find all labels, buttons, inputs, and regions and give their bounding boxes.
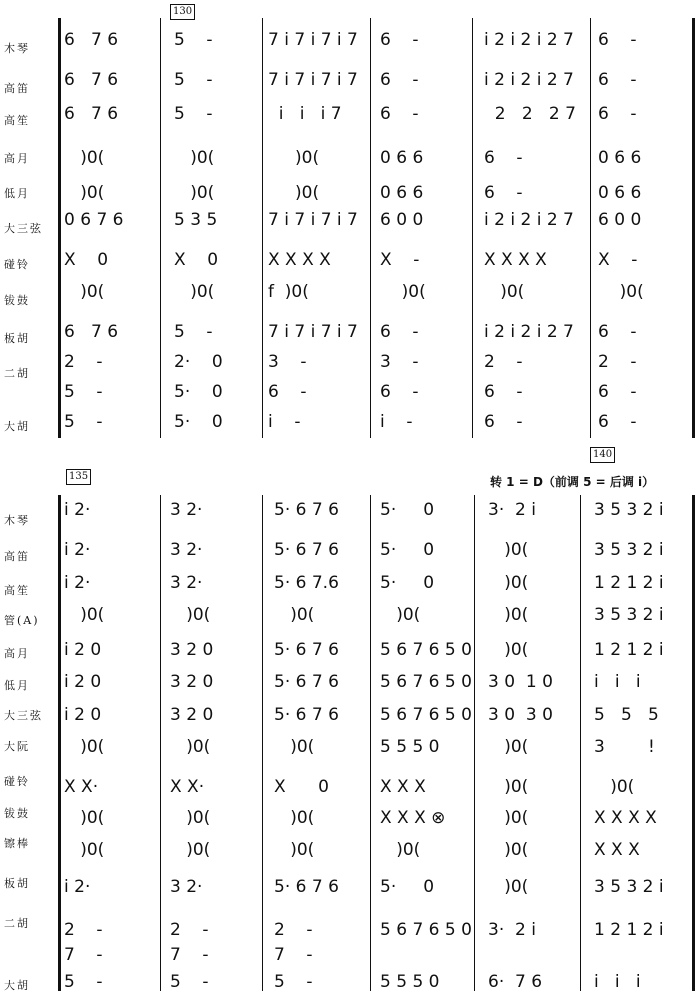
instrument-label: 高笛 — [4, 550, 30, 563]
measure-cell: 2· 0 — [174, 352, 223, 372]
instrument-label: 高月 — [4, 647, 30, 660]
measure-cell: 1 2 1 2 i — [594, 920, 664, 940]
measure-cell: 5· 0 — [380, 500, 435, 520]
measure-cell: X X X — [594, 840, 640, 860]
instrument-label: 木琴 — [4, 42, 30, 55]
measure-cell: 7 i 7 i 7 i 7 — [268, 70, 358, 90]
measure-cell: 3· 2 i — [488, 500, 536, 520]
measure-cell: )0( — [64, 148, 105, 168]
measure-cell: 3 5 3 2 i — [594, 500, 664, 520]
measure-cell: )0( — [174, 183, 215, 203]
measure-cell: 3 5 3 2 i — [594, 605, 664, 625]
system-1 — [0, 0, 700, 440]
measure-cell: 6 - — [484, 412, 523, 432]
measure-cell: 6 - — [484, 382, 523, 402]
measure-cell: 3 - — [268, 352, 307, 372]
instrument-label: 钹鼓 — [4, 807, 30, 820]
barline — [262, 18, 263, 438]
measure-cell: )0( — [488, 573, 529, 593]
instrument-label: 大三弦 — [4, 222, 43, 235]
measure-cell: 6 - — [598, 104, 637, 124]
measure-cell: 6 7 6 — [64, 104, 119, 124]
measure-cell: i 2· — [64, 573, 91, 593]
measure-cell: 5· 0 — [380, 540, 435, 560]
measure-cell: X X X ⊗ — [380, 808, 446, 828]
measure-cell: )0( — [64, 605, 105, 625]
measure-cell: 6 - — [268, 382, 307, 402]
measure-cell: )0( — [380, 605, 421, 625]
measure-cell: )0( — [170, 840, 211, 860]
measure-cell: X 0 — [274, 777, 329, 797]
measure-cell: 2 - — [64, 920, 103, 940]
measure-cell: 3 2· — [170, 500, 203, 520]
measure-cell: 7 - — [64, 945, 103, 965]
measure-cell: 6 - — [380, 382, 419, 402]
measure-cell: 6 - — [380, 70, 419, 90]
measure-cell: 2 2 2 7 — [484, 104, 576, 124]
measure-cell: i - — [268, 412, 301, 432]
measure-cell: 5 6 7 6 5 0 — [380, 705, 472, 725]
measure-cell: 6 7 6 — [64, 30, 119, 50]
measure-cell: 6 - — [598, 412, 637, 432]
measure-cell: )0( — [170, 605, 211, 625]
measure-cell: 2 - — [64, 352, 103, 372]
measure-cell: 5 6 7 6 5 0 — [380, 672, 472, 692]
measure-cell: i 2 0 — [64, 640, 102, 660]
measure-cell: 5 - — [64, 382, 103, 402]
measure-cell: )0( — [174, 148, 215, 168]
measure-cell: 5 - — [174, 104, 213, 124]
measure-cell: 5 5 5 0 — [380, 737, 440, 757]
measure-cell: 5 6 7 6 5 0 — [380, 920, 472, 940]
measure-cell: )0( — [274, 808, 315, 828]
measure-cell: )0( — [594, 777, 635, 797]
measure-cell: 5 6 7 6 5 0 — [380, 640, 472, 660]
measure-cell: 6· 7 6 — [488, 972, 543, 992]
measure-cell: 6 0 0 — [598, 210, 642, 230]
system-2 — [0, 445, 700, 991]
measure-cell: 7 - — [170, 945, 209, 965]
measure-cell: 2 - — [274, 920, 313, 940]
measure-cell: i 2· — [64, 877, 91, 897]
barline — [58, 495, 61, 991]
instrument-label: 二胡 — [4, 367, 30, 380]
measure-cell: 3 2 0 — [170, 705, 214, 725]
instrument-label: 大胡 — [4, 420, 30, 433]
instrument-label: 二胡 — [4, 917, 30, 930]
measure-cell: 5· 0 — [174, 382, 223, 402]
measure-cell: )0( — [488, 877, 529, 897]
measure-cell: )0( — [484, 282, 525, 302]
measure-cell: 5· 6 7 6 — [274, 672, 339, 692]
measure-cell: i 2 i 2 i 2 7 — [484, 30, 574, 50]
rehearsal-mark-130: 130 — [170, 4, 195, 20]
measure-cell: 0 6 7 6 — [64, 210, 124, 230]
barline — [160, 495, 161, 991]
measure-cell: )0( — [380, 840, 421, 860]
measure-cell: X X X — [380, 777, 426, 797]
measure-cell: 3 2· — [170, 540, 203, 560]
measure-cell: 6 7 6 — [64, 70, 119, 90]
instrument-label: 钹鼓 — [4, 294, 30, 307]
measure-cell: 5· 0 — [174, 412, 223, 432]
measure-cell: 6 - — [484, 183, 523, 203]
instrument-label: 低月 — [4, 679, 30, 692]
measure-cell: )0( — [488, 737, 529, 757]
measure-cell: 6 - — [598, 70, 637, 90]
measure-cell: 7 i 7 i 7 i 7 — [268, 210, 358, 230]
measure-cell: i 2 0 — [64, 672, 102, 692]
measure-cell: 5· 0 — [380, 573, 435, 593]
instrument-label: 板胡 — [4, 877, 30, 890]
barline — [472, 18, 473, 438]
barline — [370, 18, 371, 438]
measure-cell: 3 2 0 — [170, 640, 214, 660]
measure-cell: i i i 7 — [268, 104, 342, 124]
measure-cell: X - — [598, 250, 638, 270]
instrument-label: 碰铃 — [4, 258, 30, 271]
measure-cell: )0( — [64, 840, 105, 860]
measure-cell: 3 0 3 0 — [488, 705, 553, 725]
measure-cell: 3 2· — [170, 573, 203, 593]
measure-cell: )0( — [64, 183, 105, 203]
measure-cell: 3 2· — [170, 877, 203, 897]
measure-cell: 5· 6 7.6 — [274, 573, 339, 593]
instrument-label: 高笙 — [4, 114, 30, 127]
rehearsal-mark-140: 140 — [590, 447, 615, 463]
measure-cell: X X X X — [484, 250, 547, 270]
measure-cell: 3 ! — [594, 737, 655, 757]
measure-cell: 6 - — [598, 382, 637, 402]
measure-cell: 5· 0 — [380, 877, 435, 897]
measure-cell: )0( — [488, 777, 529, 797]
measure-cell: 5 5 5 0 — [380, 972, 440, 992]
measure-cell: 5 - — [170, 972, 209, 992]
measure-cell: 0 6 6 — [598, 148, 642, 168]
measure-cell: f )0( — [268, 282, 309, 302]
measure-cell: 3 0 1 0 — [488, 672, 553, 692]
measure-cell: X X· — [170, 777, 205, 797]
measure-cell: 3 5 3 2 i — [594, 540, 664, 560]
measure-cell: 5 - — [274, 972, 313, 992]
measure-cell: 6 - — [380, 104, 419, 124]
measure-cell: 3 5 3 2 i — [594, 877, 664, 897]
measure-cell: )0( — [268, 183, 320, 203]
measure-cell: )0( — [274, 737, 315, 757]
measure-cell: i 2 i 2 i 2 7 — [484, 210, 574, 230]
instrument-label: 高月 — [4, 152, 30, 165]
measure-cell: i 2 i 2 i 2 7 — [484, 70, 574, 90]
measure-cell: 6 - — [380, 30, 419, 50]
measure-cell: )0( — [170, 808, 211, 828]
instrument-label: 高笛 — [4, 82, 30, 95]
measure-cell: 5 - — [64, 972, 103, 992]
instrument-label: 大阮 — [4, 740, 30, 753]
measure-cell: )0( — [64, 282, 105, 302]
measure-cell: 2 - — [170, 920, 209, 940]
measure-cell: )0( — [488, 540, 529, 560]
measure-cell: i 2 i 2 i 2 7 — [484, 322, 574, 342]
measure-cell: )0( — [174, 282, 215, 302]
measure-cell: 5· 6 7 6 — [274, 540, 339, 560]
measure-cell: i 2· — [64, 500, 91, 520]
measure-cell: 7 i 7 i 7 i 7 — [268, 322, 358, 342]
measure-cell: 3 - — [380, 352, 419, 372]
measure-cell: 6 0 0 — [380, 210, 424, 230]
measure-cell: 6 - — [380, 322, 419, 342]
measure-cell: 1 2 1 2 i — [594, 640, 664, 660]
measure-cell: X 0 — [174, 250, 219, 270]
measure-cell: i i i — [594, 972, 641, 992]
measure-cell: )0( — [274, 840, 315, 860]
measure-cell: 7 i 7 i 7 i 7 — [268, 30, 358, 50]
measure-cell: 2 - — [484, 352, 523, 372]
measure-cell: i - — [380, 412, 413, 432]
instrument-label: 大三弦 — [4, 709, 43, 722]
instrument-label: 木琴 — [4, 514, 30, 527]
measure-cell: 3· 2 i — [488, 920, 536, 940]
measure-cell: )0( — [598, 282, 644, 302]
measure-cell: 5 5 5 — [594, 705, 659, 725]
measure-cell: 5· 6 7 6 — [274, 500, 339, 520]
measure-cell: )0( — [170, 737, 211, 757]
measure-cell: )0( — [64, 737, 105, 757]
measure-cell: )0( — [64, 808, 105, 828]
measure-cell: 2 - — [598, 352, 637, 372]
measure-cell: i 2 0 — [64, 705, 102, 725]
measure-cell: )0( — [268, 148, 320, 168]
measure-cell: X X X X — [268, 250, 331, 270]
barline — [58, 18, 61, 438]
measure-cell: 5 - — [174, 322, 213, 342]
measure-cell: 5 3 5 — [174, 210, 218, 230]
measure-cell: X X· — [64, 777, 99, 797]
measure-cell: )0( — [488, 808, 529, 828]
measure-cell: 0 6 6 — [380, 148, 424, 168]
measure-cell: 0 6 6 — [598, 183, 642, 203]
barline — [692, 495, 695, 991]
measure-cell: )0( — [488, 640, 529, 660]
barline — [590, 18, 591, 438]
instrument-label: 碰铃 — [4, 775, 30, 788]
rehearsal-mark-135: 135 — [66, 469, 91, 485]
measure-cell: )0( — [488, 840, 529, 860]
measure-cell: i 2· — [64, 540, 91, 560]
instrument-label: 高笙 — [4, 584, 30, 597]
measure-cell: 5 - — [174, 30, 213, 50]
instrument-label: 低月 — [4, 187, 30, 200]
key-change-label: 转 1 = D（前调 5 = 后调 i） — [490, 475, 655, 489]
measure-cell: 5· 6 7 6 — [274, 640, 339, 660]
measure-cell: X - — [380, 250, 420, 270]
measure-cell: 7 - — [274, 945, 313, 965]
measure-cell: X X X X — [594, 808, 657, 828]
barline — [262, 495, 263, 991]
measure-cell: i i i — [594, 672, 641, 692]
measure-cell: )0( — [274, 605, 315, 625]
measure-cell: 6 - — [598, 30, 637, 50]
barline — [580, 495, 581, 991]
measure-cell: X 0 — [64, 250, 109, 270]
instrument-label: 管(A) — [4, 614, 40, 627]
measure-cell: 5 - — [64, 412, 103, 432]
instrument-label: 板胡 — [4, 332, 30, 345]
measure-cell: )0( — [488, 605, 529, 625]
measure-cell: 6 - — [598, 322, 637, 342]
measure-cell: 5· 6 7 6 — [274, 705, 339, 725]
measure-cell: 5· 6 7 6 — [274, 877, 339, 897]
instrument-label: 大胡 — [4, 979, 30, 992]
measure-cell: 3 2 0 — [170, 672, 214, 692]
measure-cell: 5 - — [174, 70, 213, 90]
instrument-label: 镲棒 — [4, 837, 30, 850]
measure-cell: 1 2 1 2 i — [594, 573, 664, 593]
barline — [160, 18, 161, 438]
barline — [474, 495, 475, 991]
measure-cell: 0 6 6 — [380, 183, 424, 203]
barline — [370, 495, 371, 991]
measure-cell: 6 - — [484, 148, 523, 168]
measure-cell: 6 7 6 — [64, 322, 119, 342]
barline — [692, 18, 695, 438]
measure-cell: )0( — [380, 282, 426, 302]
